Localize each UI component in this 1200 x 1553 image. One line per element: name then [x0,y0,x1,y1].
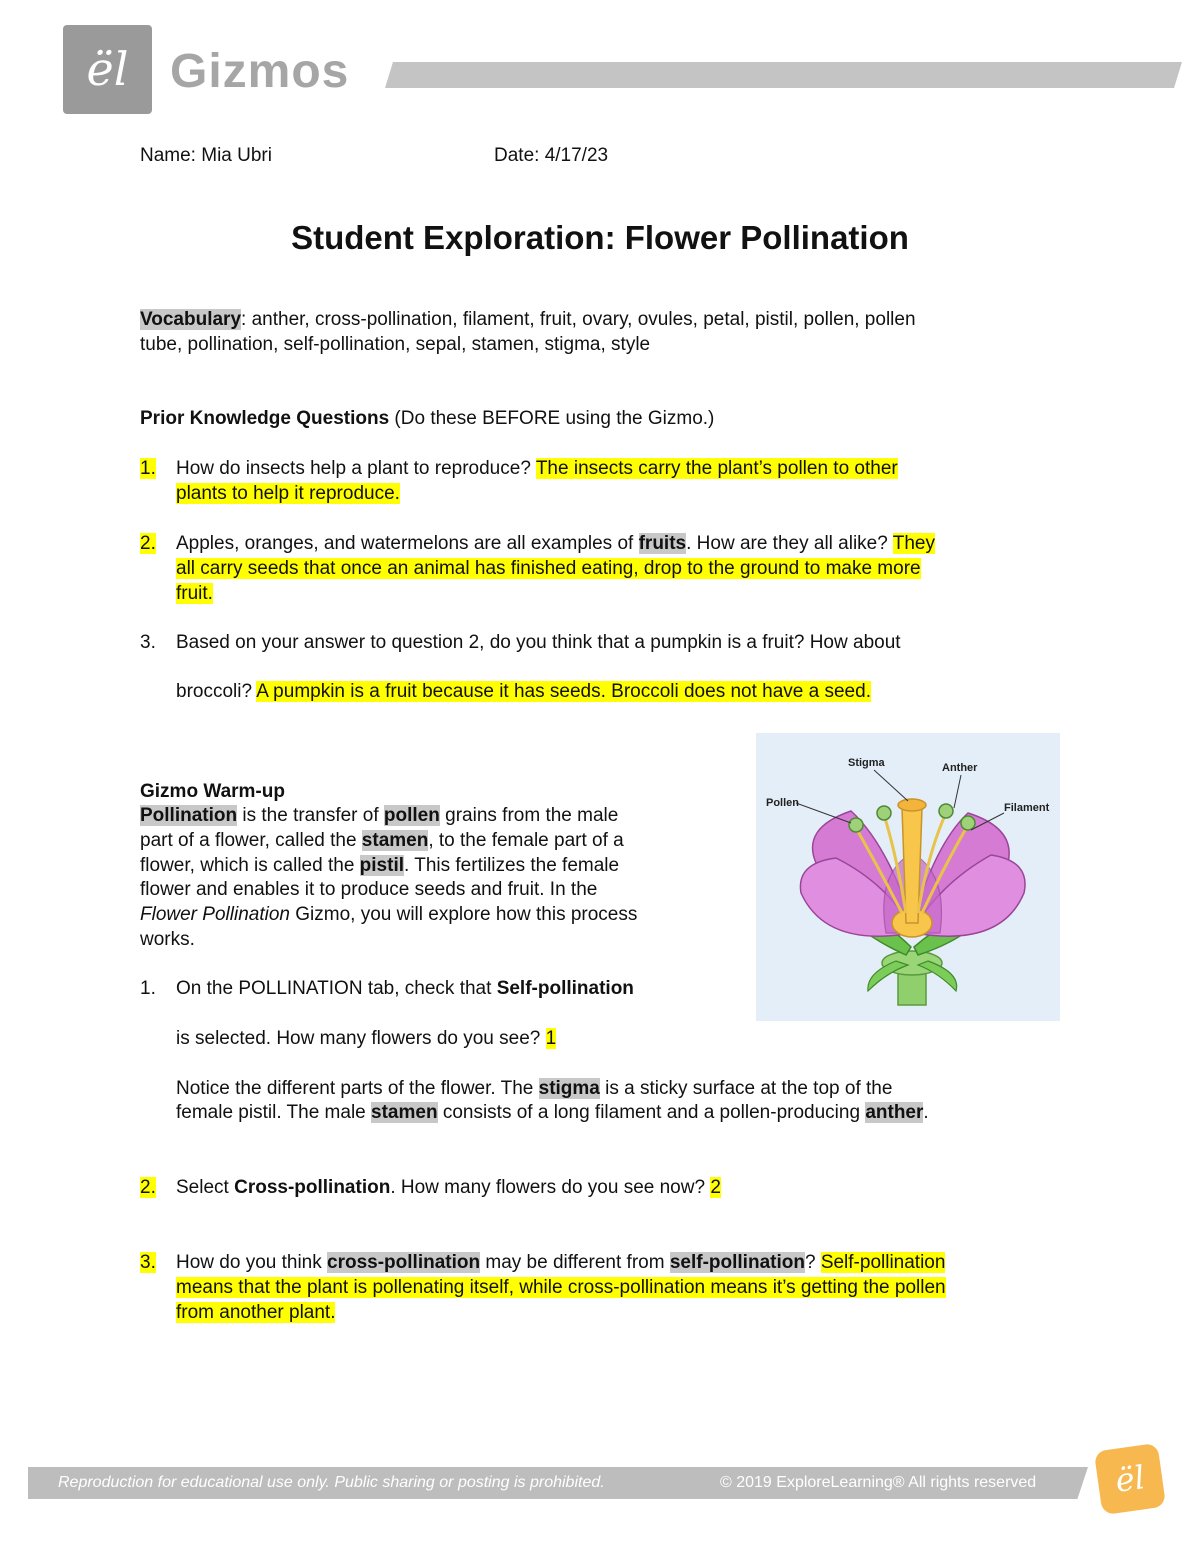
gizmos-brand: Gizmos [170,45,350,98]
question-number: 3. [140,1252,156,1273]
prior-question-3: Based on your answer to question 2, do you think that a pumpkin is a fruit? How about [176,632,901,653]
warmup-answer-3-end: from another plant. [176,1302,336,1323]
footer-logo: ël [1094,1443,1166,1515]
warmup-question-1: On the POLLINATION tab, check that Self-pollination [176,978,634,999]
answer-text: The insects carry the plant’s pollen to other [535,458,898,479]
question-number: 2. [140,1177,156,1198]
answer-text: 1 [545,1028,557,1049]
page-title: Student Exploration: Flower Pollination [291,219,909,256]
student-date: Date: 4/17/23 [494,145,609,166]
flower-illustration [756,733,1060,1021]
question-number: 1. [140,458,156,479]
question-number: 1. [140,978,156,999]
warmup-question-3: How do you think cross-pollination may be different from self-pollination? Self-pollination [176,1252,946,1273]
warmup-answer-3-cont: means that the plant is pollenating itself, while cross-pollination means it’s getting the pollen [176,1277,946,1298]
warmup-paragraph-line: flower, which is called the pistil. This fertilizes the female [140,855,620,876]
warmup-paragraph-line: flower and enables it to produce seeds and fruit. In the [140,879,598,900]
question-number: 3. [140,632,156,653]
warmup-paragraph-line: part of a flower, called the stamen, to the female part of a [140,830,624,851]
stigma-label: Stigma [848,757,885,769]
answer-text: 2 [710,1177,721,1198]
prior-question-2: Apples, oranges, and watermelons are all examples of fruits. How are they all alike? They [176,533,935,554]
prior-answer-2-end: fruit. [176,583,213,604]
filament-label: Filament [1004,802,1050,814]
prior-answer-1-cont: plants to help it reproduce. [176,483,400,504]
footer-notice: Reproduction for educational use only. Public sharing or posting is prohibited. [58,1474,605,1491]
warmup-question-2: Select Cross-pollination. How many flowers do you see now? 2 [176,1177,721,1198]
answer-text: Self-pollination [820,1252,946,1273]
vocabulary-line-1: Vocabulary: anther, cross-pollination, filament, fruit, ovary, ovules, petal, pistil, pollen, pollen [140,309,916,330]
vocabulary-line-2: tube, pollination, self-pollination, sepal, stamen, stigma, style [140,334,651,355]
prior-answer-3: broccoli? A pumpkin is a fruit because it has seeds. Broccoli does not have a seed. [176,681,871,702]
warmup-paragraph-line: works. [140,929,195,950]
anther-label: Anther [942,762,978,774]
warmup-note-line: female pistil. The male stamen consists of a long filament and a pollen-producing anther. [176,1102,929,1123]
flower-diagram [756,733,1060,1021]
prior-answer-2-cont: all carry seeds that once an animal has finished eating, drop to the ground to make more [176,558,921,579]
prior-question-1: How do insects help a plant to reproduce? The insects carry the plant’s pollen to other [176,458,898,479]
prior-knowledge-heading: Prior Knowledge Questions (Do these BEFORE using the Gizmo.) [140,408,715,429]
vocabulary-label: Vocabulary [140,309,242,330]
student-name: Name: Mia Ubri [140,145,272,166]
warmup-paragraph-line: Flower Pollination Gizmo, you will explore how this process [140,904,638,925]
header-bar [385,62,1182,88]
answer-text: They [892,533,935,554]
warmup-question-1-cont: is selected. How many flowers do you see? 1 [176,1028,557,1049]
warmup-heading: Gizmo Warm-up [140,781,285,802]
pollen-label: Pollen [766,797,800,809]
warmup-paragraph-line: Pollination is the transfer of pollen grains from the male [140,805,619,826]
explorelearning-logo: ël [63,25,152,114]
warmup-note-line: Notice the different parts of the flower. The stigma is a sticky surface at the top of the [176,1078,893,1099]
question-number: 2. [140,533,156,554]
footer-copyright: © 2019 ExploreLearning® All rights reserved [720,1474,1037,1491]
